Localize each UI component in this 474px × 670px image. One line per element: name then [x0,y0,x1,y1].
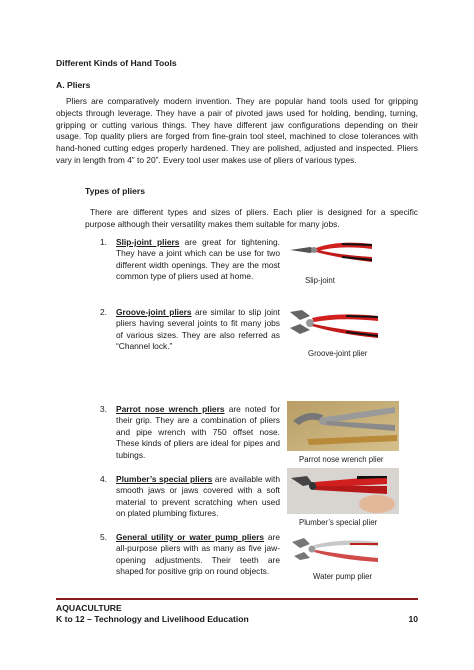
page-heading: Different Kinds of Hand Tools [56,58,177,68]
list-item-water-pump [100,532,280,578]
item-number: 3. [100,404,107,414]
slip-joint-plier-image [288,236,374,268]
item-term: Parrot nose wrench pliers [116,404,225,414]
image-caption: Groove-joint plier [308,349,368,358]
list-item-plumbers-special [100,474,280,520]
item-term: Plumber’s special pliers [116,474,213,484]
item-description: are great for tightening. They have a joint which can be use for two different width openings. They are the most common type of pliers used at home. [116,237,280,282]
item-term: Slip-joint pliers [116,237,180,247]
image-caption: Plumber’s special plier [299,518,378,527]
item-number: 5. [100,532,107,542]
item-term: Groove-joint pliers [116,307,192,317]
item-number: 4. [100,474,107,484]
footer-divider [56,598,418,600]
image-caption: Parrot nose wrench plier [299,455,384,464]
types-heading: Types of pliers [85,186,146,196]
section-title: A. Pliers [56,80,91,90]
item-term: General utility or water pump pliers [116,532,265,542]
list-item-slip-joint [100,237,280,283]
plumbers-special-plier-image [287,468,399,514]
image-caption: Water pump plier [313,572,373,581]
item-number: 2. [100,307,107,317]
image-caption: Slip-joint [305,276,335,285]
item-description: are noted for their grip. They are a combination of pliers and pipe wrench with 750 offset nose. These kinds of pliers are ideal for pipes and tubings. [116,404,280,460]
item-number: 1. [100,237,107,247]
item-description: are available with smooth jaws or jaws covered with a soft material to prevent scratching when used on plated plumbing fixtures. [116,474,280,519]
intro-paragraph: Pliers are comparatively modern invention. They are popular hand tools used for gripping objects through leverage. They have a pair of pivoted jaws used for holding, bending, turning, gripping or cutting various things. They have different jaw configurations depending on their usage. Top quality pliers are forged from fine-grain tool steel, machined to close tolerances with hand-honed cutting edges properly hardened. They are polished, adjusted and inspected. Pliers vary in length from 4” to 20”. Every tool user makes use of pliers of various types. [56,96,418,165]
footer-course: K to 12 – Technology and Livelihood Education [56,614,249,624]
item-description: are similar to slip joint pliers having several joints to fit many jobs of various sizes. They are also referred as “Channel lock.” [116,307,280,352]
item-description: are all-purpose pliers with as many as five jaw-opening adjustments. Their teeth are shaped for positive grip on round objects. [116,532,280,577]
parrot-nose-wrench-plier-image [287,401,399,451]
list-item-parrot-nose [100,404,280,461]
types-intro-paragraph: There are different types and sizes of pliers. Each plier is designed for a specific purpose although their versatility makes them suitable for many jobs. [85,207,418,229]
water-pump-plier-image [290,534,380,566]
page-number: 10 [408,614,418,624]
list-item-groove-joint [100,307,280,353]
groove-joint-plier-image [288,306,380,342]
footer-subject: AQUACULTURE [56,603,122,613]
